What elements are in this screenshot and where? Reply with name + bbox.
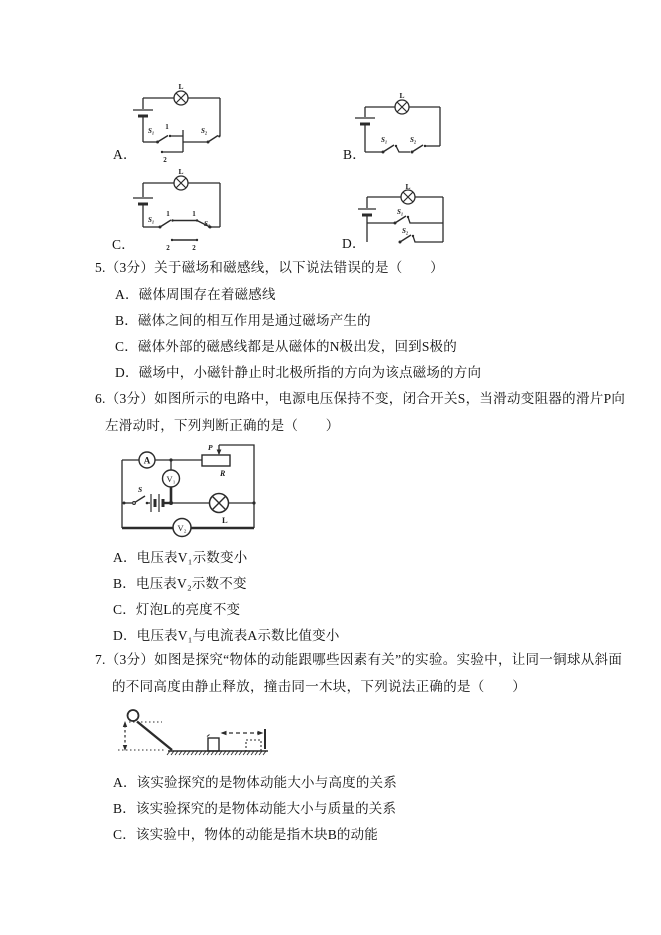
svg-text:S₁: S₁ [148, 127, 155, 135]
spdt-switch-s2-icon [192, 210, 220, 252]
battery-icon [133, 98, 153, 142]
svg-text:S₂: S₂ [204, 220, 211, 228]
svg-text:1: 1 [192, 210, 196, 218]
question-6-circuit-diagram [110, 438, 270, 543]
question-7-stem-line1: 7.（3分）如图是探究“物体的动能跟哪些因素有关”的实验。实验中，让同一铜球从斜面 [95, 652, 623, 667]
switch-s1-icon [365, 136, 410, 154]
link-wire-pos2 [171, 239, 198, 241]
question-7-option-c: C．该实验中，物体的动能是指木块B的动能 [113, 827, 379, 842]
battery-icon [151, 494, 163, 512]
switch-s2-icon [399, 227, 444, 244]
voltmeter-v1-icon [163, 460, 180, 503]
circuit-option-c-label: C． [112, 237, 135, 252]
height-arrow-icon [123, 721, 127, 751]
question-6-stem-line2: 左滑动时，下列判断正确的是（ ） [105, 418, 340, 433]
circuit-option-b-label: B． [343, 147, 366, 162]
svg-text:S: S [138, 485, 143, 494]
lamp-icon [367, 182, 443, 204]
wood-block-icon [207, 735, 219, 752]
svg-text:S₁: S₁ [381, 136, 388, 144]
voltmeter-v2-icon [122, 519, 254, 537]
question-6-stem-line1: 6.（3分）如图所示的电路中，电源电压保持不变，闭合开关S，当滑动变阻器的滑片P向 [95, 391, 626, 406]
question-6-option-c: C．灯泡L的亮度不变 [113, 602, 241, 617]
wood-block-ghost-icon [246, 740, 261, 751]
svg-text:L: L [399, 91, 405, 100]
svg-text:S₁: S₁ [397, 208, 404, 216]
incline-icon [137, 722, 172, 751]
spdt-switch-s1-icon [143, 123, 183, 164]
switch-icon [123, 485, 151, 505]
question-6-option-b: B．电压表V₂示数不变 [113, 576, 247, 591]
lamp-icon [143, 82, 220, 105]
ball-icon [128, 710, 139, 721]
distance-arrow-icon [221, 729, 266, 749]
question-6-option-a: A．电压表V₁示数变小 [113, 550, 248, 565]
lamp-icon [210, 494, 229, 526]
question-5-option-c: C．磁体外部的磁感线都是从磁体的N极出发，回到S极的 [115, 339, 457, 354]
switch-s2-icon [183, 127, 221, 144]
svg-text:A: A [143, 455, 151, 466]
circuit-option-d-label: D． [342, 236, 366, 251]
svg-text:S₂: S₂ [402, 227, 409, 235]
svg-text:L: L [405, 182, 411, 191]
switch-s2-icon [410, 136, 440, 154]
question-5-option-d: D．磁场中，小磁针静止时北极所指的方向为该点磁场的方向 [115, 365, 482, 380]
svg-text:P: P [208, 443, 213, 452]
svg-text:2: 2 [166, 244, 170, 252]
svg-text:S₂: S₂ [410, 136, 417, 144]
svg-text:1: 1 [166, 210, 170, 218]
question-5-option-a: A．磁体周围存在着磁感线 [115, 287, 276, 302]
svg-text:1: 1 [165, 123, 169, 131]
svg-text:R: R [220, 469, 226, 478]
question-7-option-b: B．该实验探究的是物体动能大小与质量的关系 [113, 801, 397, 816]
svg-text:2: 2 [163, 156, 167, 164]
svg-text:L: L [178, 82, 184, 91]
rheostat-icon [202, 455, 230, 478]
spdt-switch-s1-icon [143, 210, 174, 252]
svg-text:L: L [178, 167, 184, 176]
lamp-icon [143, 167, 220, 190]
lamp-icon [365, 91, 440, 114]
question-5-stem: 5.（3分）关于磁场和磁感线，以下说法错误的是（ ） [95, 260, 444, 275]
circuit-option-a-label: A． [113, 147, 137, 162]
svg-text:V₁: V₁ [166, 474, 176, 484]
svg-text:V₂: V₂ [177, 523, 187, 533]
svg-text:S₂: S₂ [201, 127, 208, 135]
question-7-stem-line2: 的不同高度由静止释放，撞击同一木块，下列说法正确的是（ ） [112, 679, 526, 694]
question-7-option-a: A．该实验探究的是物体动能大小与高度的关系 [113, 775, 397, 790]
question-6-option-d: D．电压表V₁与电流表A示数比值变小 [113, 628, 340, 643]
svg-text:S₁: S₁ [148, 216, 155, 224]
ammeter-icon [139, 452, 155, 468]
question-5-option-b: B．磁体之间的相互作用是通过磁场产生的 [115, 313, 371, 328]
svg-text:2: 2 [192, 244, 196, 252]
question-7-experiment-diagram [110, 700, 280, 762]
svg-text:L: L [222, 515, 228, 525]
switch-s1-icon [367, 208, 443, 225]
junction-dot [252, 501, 255, 504]
